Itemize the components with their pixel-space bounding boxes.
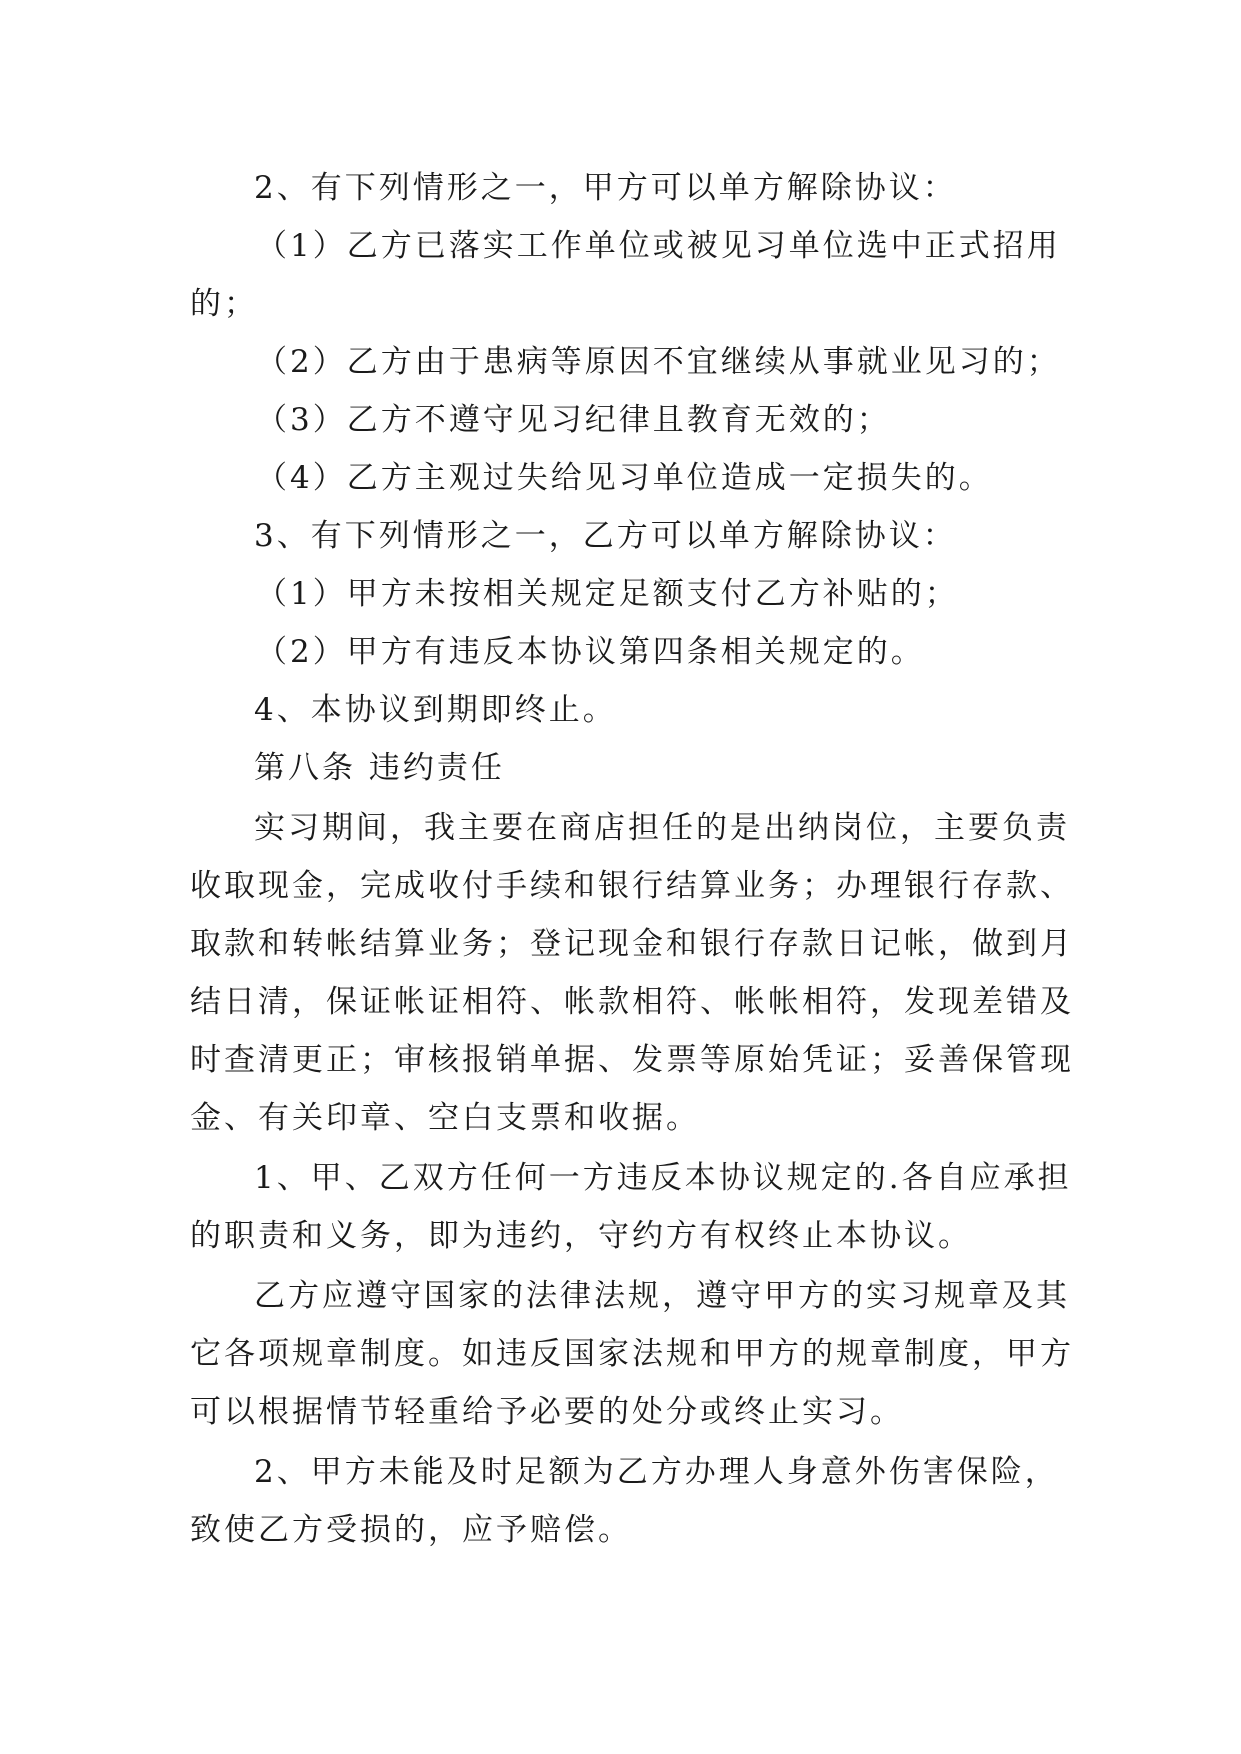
text-line: 致使乙方受损的，应予赔偿。	[190, 1512, 632, 1548]
text-line: 2、甲方未能及时足额为乙方办理人身意外伤害保险，	[254, 1454, 1059, 1490]
text-line: 3、有下列情形之一，乙方可以单方解除协议：	[254, 518, 957, 554]
text-line: 取款和转帐结算业务；登记现金和银行存款日记帐，做到月	[190, 926, 1074, 962]
text-line: （1）甲方未按相关规定足额支付乙方补贴的；	[256, 576, 959, 612]
text-line: 时查清更正；审核报销单据、发票等原始凭证；妥善保管现	[190, 1042, 1074, 1078]
text-line: （2）甲方有违反本协议第四条相关规定的。	[256, 634, 925, 670]
text-line: 1、甲、乙双方任何一方违反本协议规定的.各自应承担	[254, 1160, 1072, 1196]
text-line: 可以根据情节轻重给予必要的处分或终止实习。	[190, 1394, 904, 1430]
text-line: 乙方应遵守国家的法律法规，遵守甲方的实习规章及其	[254, 1278, 1070, 1314]
text-line: （1）乙方已落实工作单位或被见习单位选中正式招用	[256, 228, 1061, 264]
text-line: 结日清，保证帐证相符、帐款相符、帐帐相符，发现差错及	[190, 984, 1074, 1020]
text-line: 实习期间，我主要在商店担任的是出纳岗位，主要负责	[254, 810, 1070, 846]
text-line: 它各项规章制度。如违反国家法规和甲方的规章制度，甲方	[190, 1336, 1074, 1372]
text-line: （2）乙方由于患病等原因不宜继续从事就业见习的；	[256, 344, 1061, 380]
text-line: 收取现金，完成收付手续和银行结算业务；办理银行存款、	[190, 868, 1074, 904]
text-line: 2、有下列情形之一，甲方可以单方解除协议：	[254, 170, 957, 206]
text-line: 金、有关印章、空白支票和收据。	[190, 1100, 700, 1136]
text-line: （3）乙方不遵守见习纪律且教育无效的；	[256, 402, 891, 438]
text-line: （4）乙方主观过失给见习单位造成一定损失的。	[256, 460, 993, 496]
text-line: 4、本协议到期即终止。	[254, 692, 617, 728]
text-line: 的；	[190, 286, 258, 322]
text-line: 的职责和义务，即为违约，守约方有权终止本协议。	[190, 1218, 972, 1254]
section-heading: 第八条 违约责任	[254, 750, 505, 786]
